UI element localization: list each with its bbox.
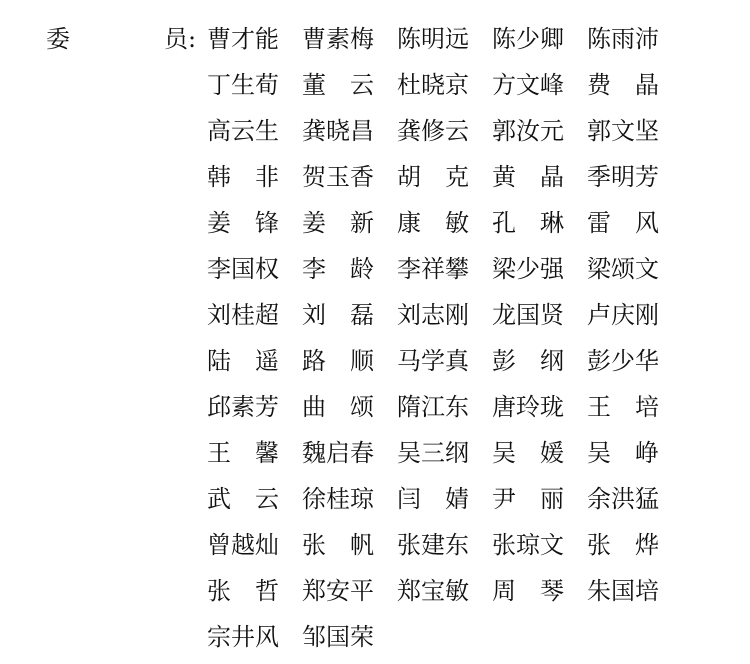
member-name: 马学真: [397, 347, 469, 375]
member-name: 董 云: [302, 71, 374, 99]
member-name: 武 云: [207, 485, 279, 513]
member-name: 徐桂琼: [302, 485, 374, 513]
member-name: 魏启春: [302, 439, 374, 467]
member-name: 龚修云: [397, 117, 469, 145]
member-name: 黄 晶: [492, 163, 564, 191]
member-name: 费 晶: [587, 71, 659, 99]
member-name: 康 敏: [397, 209, 469, 237]
member-name: 彭 纲: [492, 347, 564, 375]
member-name: 姜 锋: [207, 209, 279, 237]
member-name: 曹才能: [207, 25, 279, 53]
member-name: 曲 颂: [302, 393, 374, 421]
member-name: 陈雨沛: [587, 25, 659, 53]
member-name: 季明芳: [587, 163, 659, 191]
member-name: 陈少卿: [492, 25, 564, 53]
label-second-char: 员: [164, 25, 188, 53]
member-name: 唐玲珑: [492, 393, 564, 421]
member-name: 张琼文: [492, 531, 564, 559]
member-name: 宗井风: [207, 623, 279, 651]
member-name: 龚晓昌: [302, 117, 374, 145]
member-name: 吴 媛: [492, 439, 564, 467]
member-name: 陈明远: [397, 25, 469, 53]
member-name: 郑安平: [302, 577, 374, 605]
member-name: 刘 磊: [302, 301, 374, 329]
member-name: 胡 克: [397, 163, 469, 191]
member-name: 李祥攀: [397, 255, 469, 283]
member-name: 郭文坚: [587, 117, 659, 145]
committee-member-label: [46, 19, 198, 59]
member-name: 丁生荀: [207, 71, 279, 99]
member-name: 孔 琳: [492, 209, 564, 237]
member-name: 韩 非: [207, 163, 279, 191]
member-name: 邱素芳: [207, 393, 279, 421]
member-name-grid: [207, 19, 682, 663]
member-name: 李国权: [207, 255, 279, 283]
member-name: 陆 遥: [207, 347, 279, 375]
member-name: 李 龄: [302, 255, 374, 283]
member-name: 龙国贤: [492, 301, 564, 329]
member-name: 杜晓京: [397, 71, 469, 99]
member-name: 邹国荣: [302, 623, 374, 651]
member-name: 曾越灿: [207, 531, 279, 559]
member-name: 贺玉香: [302, 163, 374, 191]
member-name: 卢庆刚: [587, 301, 659, 329]
member-name: 余洪猛: [587, 485, 659, 513]
member-name: 郑宝敏: [397, 577, 469, 605]
member-name: 尹 丽: [492, 485, 564, 513]
member-name: 姜 新: [302, 209, 374, 237]
member-name: 闫 婧: [397, 485, 469, 513]
member-name: 朱国培: [587, 577, 659, 605]
member-name: 张建东: [397, 531, 469, 559]
member-name: 隋江东: [397, 393, 469, 421]
member-name: 高云生: [207, 117, 279, 145]
label-colon: :: [188, 25, 197, 53]
member-name: 吴 峥: [587, 439, 659, 467]
member-name: 张 哲: [207, 577, 279, 605]
label-first-char: 委: [46, 25, 70, 53]
member-name: 彭少华: [587, 347, 659, 375]
member-name: 张 帆: [302, 531, 374, 559]
member-name: 梁少强: [492, 255, 564, 283]
member-name: 雷 风: [587, 209, 659, 237]
member-name: 方文峰: [492, 71, 564, 99]
member-name: 王 培: [587, 393, 659, 421]
member-name: 吴三纲: [397, 439, 469, 467]
member-name: 路 顺: [302, 347, 374, 375]
member-name: 刘志刚: [397, 301, 469, 329]
member-name: 郭汝元: [492, 117, 564, 145]
member-name: 曹素梅: [302, 25, 374, 53]
member-name: 刘桂超: [207, 301, 279, 329]
member-name: 梁颂文: [587, 255, 659, 283]
member-name: 周 琴: [492, 577, 564, 605]
member-name: 张 烨: [587, 531, 659, 559]
member-name: 王 馨: [207, 439, 279, 467]
